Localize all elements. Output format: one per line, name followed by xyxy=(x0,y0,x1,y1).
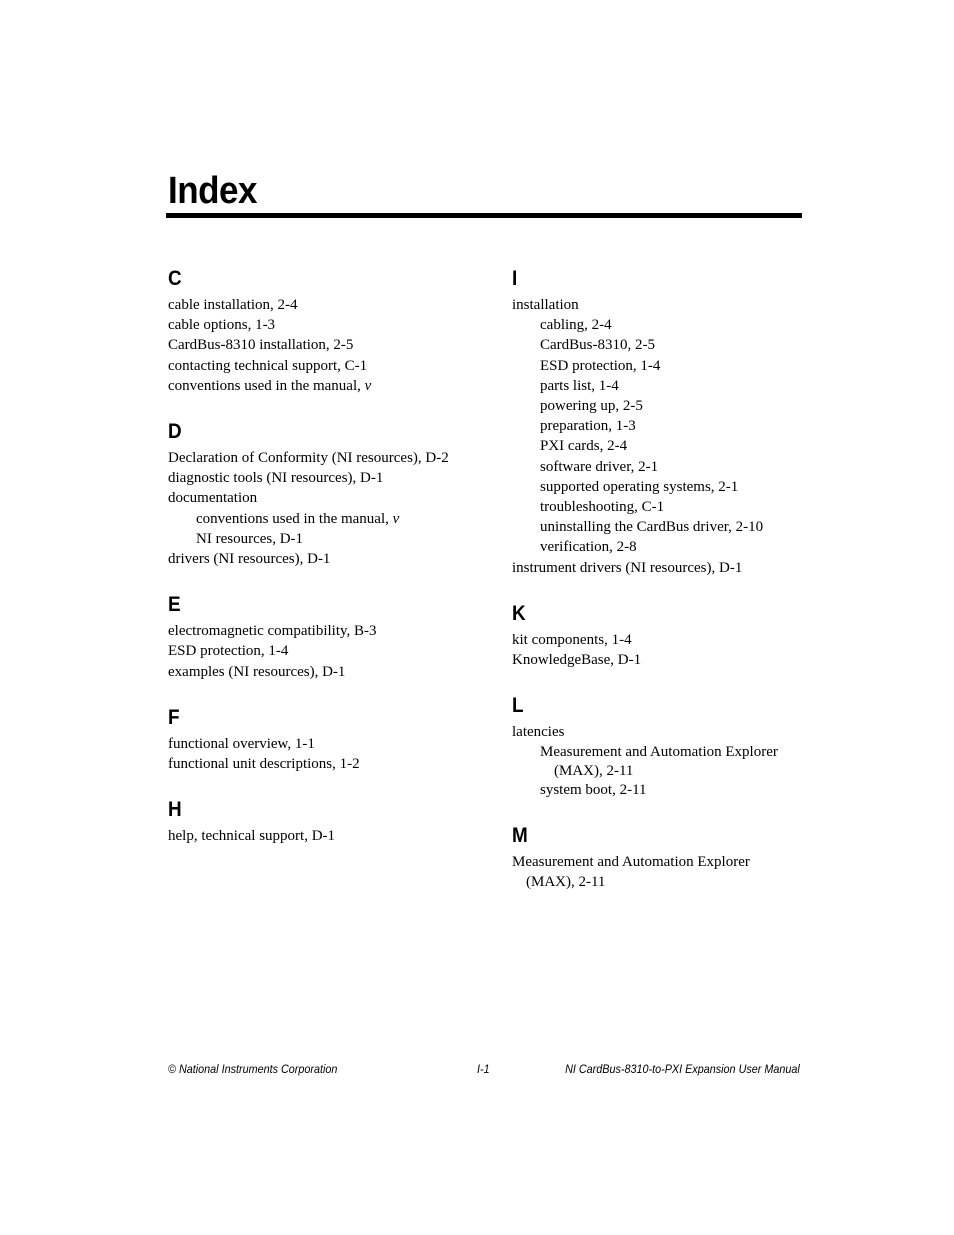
index-entry: CardBus-8310 installation, 2-5 xyxy=(168,337,354,354)
index-entry: functional overview, 1-1 xyxy=(168,735,315,752)
index-entry: latencies xyxy=(512,724,565,741)
index-subentry-continuation: (MAX), 2-11 xyxy=(554,762,634,779)
index-entry-continuation: (MAX), 2-11 xyxy=(526,874,606,891)
index-subentry: troubleshooting, C-1 xyxy=(540,499,665,516)
index-subentry: PXI cards, 2-4 xyxy=(540,438,628,455)
section-letter: M xyxy=(512,823,528,847)
index-subentry: NI resources, D-1 xyxy=(196,530,304,547)
entry-text: conventions used in the manual, xyxy=(196,510,389,527)
index-entry: Measurement and Automation Explorer xyxy=(512,853,750,870)
index-entry: help, technical support, D-1 xyxy=(168,828,336,845)
index-entry: examples (NI resources), D-1 xyxy=(168,663,346,680)
index-subentry: software driver, 2-1 xyxy=(540,458,659,475)
title-rule xyxy=(166,213,802,218)
index-subentry: Measurement and Automation Explorer xyxy=(540,744,778,761)
footer-manual-title: NI CardBus-8310-to-PXI Expansion User Manual xyxy=(565,1062,800,1076)
index-entry: diagnostic tools (NI resources), D-1 xyxy=(168,470,384,487)
index-entry: Declaration of Conformity (NI resources), D-2 xyxy=(168,450,449,467)
index-section-h xyxy=(168,797,488,846)
index-entry: installation xyxy=(512,297,579,313)
index-section-e xyxy=(168,592,488,682)
index-section-c xyxy=(168,266,488,396)
index-subentry: uninstalling the CardBus driver, 2-10 xyxy=(540,519,764,536)
page-title: Index xyxy=(168,170,258,212)
footer-copyright: © National Instruments Corporation xyxy=(168,1062,338,1076)
index-subentry: cabling, 2-4 xyxy=(540,317,612,334)
index-subentry: verification, 2-8 xyxy=(540,539,637,556)
index-section-k xyxy=(512,601,812,670)
footer-page-number: I-1 xyxy=(477,1062,490,1076)
index-subentry: powering up, 2-5 xyxy=(540,398,643,415)
index-subentry xyxy=(168,509,488,529)
entry-text: conventions used in the manual, xyxy=(168,377,361,394)
index-section-i xyxy=(512,266,812,578)
index-column-left xyxy=(168,266,488,869)
index-entry: drivers (NI resources), D-1 xyxy=(168,551,331,568)
index-entry: functional unit descriptions, 1-2 xyxy=(168,756,360,773)
index-entry xyxy=(168,376,488,396)
section-letter: D xyxy=(168,420,182,444)
index-section-f xyxy=(168,705,488,774)
index-section-l xyxy=(512,693,812,800)
index-subentry: ESD protection, 1-4 xyxy=(540,357,661,374)
index-subentry: CardBus-8310, 2-5 xyxy=(540,337,655,354)
index-entry: electromagnetic compatibility, B-3 xyxy=(168,623,377,640)
section-letter: H xyxy=(168,798,182,822)
index-entry: instrument drivers (NI resources), D-1 xyxy=(512,559,743,576)
index-entry: ESD protection, 1-4 xyxy=(168,643,289,660)
section-letter: K xyxy=(512,601,526,625)
index-entry: cable installation, 2-4 xyxy=(168,297,298,313)
index-subentry: supported operating systems, 2-1 xyxy=(540,478,739,495)
index-entry: cable options, 1-3 xyxy=(168,317,276,334)
index-entry: contacting technical support, C-1 xyxy=(168,357,368,374)
index-subentry: preparation, 1-3 xyxy=(540,418,636,435)
index-column-right xyxy=(512,266,812,915)
page-ref: v xyxy=(364,377,372,394)
index-entry: KnowledgeBase, D-1 xyxy=(512,652,642,669)
index-section-d xyxy=(168,419,488,569)
index-entry: kit components, 1-4 xyxy=(512,631,632,648)
section-letter: C xyxy=(168,267,182,290)
section-letter: E xyxy=(168,593,181,617)
index-section-m xyxy=(512,823,812,892)
section-letter: F xyxy=(168,705,180,729)
page-ref: v xyxy=(392,510,400,527)
section-letter: I xyxy=(512,267,518,290)
section-letter: L xyxy=(512,694,524,718)
index-subentry: system boot, 2-11 xyxy=(540,781,647,798)
index-entry: documentation xyxy=(168,490,258,507)
index-subentry: parts list, 1-4 xyxy=(540,377,619,394)
